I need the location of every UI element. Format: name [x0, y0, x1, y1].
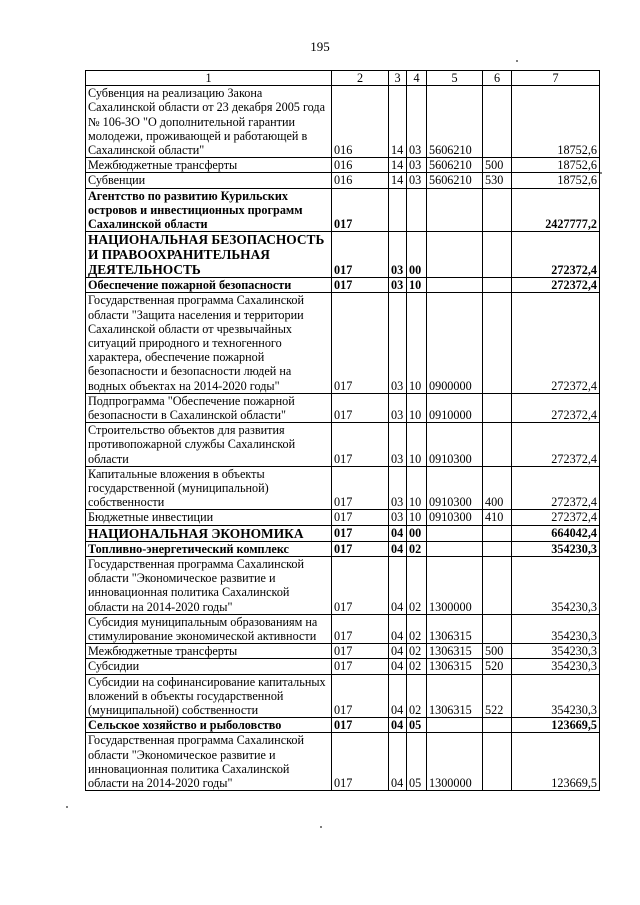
row-target-code-cell: 0910300: [427, 466, 483, 510]
row-subsection-code-cell: 10: [407, 423, 427, 467]
row-admin-code-cell: 017: [332, 614, 389, 643]
row-name-cell: Обеспечение пожарной безопасности: [86, 278, 332, 293]
row-name-cell: Межбюджетные трансферты: [86, 644, 332, 659]
row-target-code-cell: [427, 718, 483, 733]
table-row: [86, 278, 600, 293]
row-admin-code-cell: 017: [332, 733, 389, 791]
row-expense-type-cell: 500: [483, 158, 512, 173]
row-expense-type-cell: [483, 393, 512, 422]
row-subsection-code-cell: 10: [407, 510, 427, 525]
row-section-code-cell: 14: [389, 86, 407, 158]
row-target-code-cell: [427, 232, 483, 278]
row-amount-cell: 18752,6: [512, 158, 600, 173]
table-row: [86, 674, 600, 718]
row-admin-code-cell: 017: [332, 393, 389, 422]
scan-speck: [600, 172, 602, 174]
row-subsection-code-cell: 03: [407, 86, 427, 158]
row-target-code-cell: 5606210: [427, 86, 483, 158]
table-row: [86, 86, 600, 158]
row-target-code-cell: 0910000: [427, 393, 483, 422]
table-row: [86, 423, 600, 467]
table-row: [86, 718, 600, 733]
row-name-cell: Агентство по развитию Курильских островов и инвестиционных программ Сахалинской области: [86, 188, 332, 232]
row-expense-type-cell: 410: [483, 510, 512, 525]
row-expense-type-cell: [483, 525, 512, 541]
row-name-cell: Капитальные вложения в объекты государственной (муниципальной) собственности: [86, 466, 332, 510]
row-section-code-cell: 04: [389, 614, 407, 643]
row-subsection-code-cell: 02: [407, 674, 427, 718]
row-expense-type-cell: 522: [483, 674, 512, 718]
row-expense-type-cell: [483, 86, 512, 158]
table-body: [86, 71, 600, 791]
row-amount-cell: 272372,4: [512, 278, 600, 293]
row-subsection-code-cell: 02: [407, 541, 427, 556]
row-expense-type-cell: [483, 188, 512, 232]
row-subsection-code-cell: 03: [407, 158, 427, 173]
row-subsection-code-cell: 00: [407, 525, 427, 541]
row-subsection-code-cell: 10: [407, 293, 427, 393]
table-row: [86, 393, 600, 422]
row-section-code-cell: 04: [389, 644, 407, 659]
row-name-cell: Субсидии: [86, 659, 332, 674]
row-name-cell: Подпрограмма "Обеспечение пожарной безопасности в Сахалинской области": [86, 393, 332, 422]
row-section-code-cell: 04: [389, 733, 407, 791]
row-admin-code-cell: 017: [332, 293, 389, 393]
column-header-name: 1: [86, 71, 332, 86]
row-amount-cell: 354230,3: [512, 674, 600, 718]
row-admin-code-cell: 017: [332, 644, 389, 659]
budget-table: [85, 70, 600, 791]
row-amount-cell: 123669,5: [512, 733, 600, 791]
row-section-code-cell: 03: [389, 293, 407, 393]
scan-speck: [516, 60, 518, 62]
row-admin-code-cell: 017: [332, 556, 389, 614]
row-section-code-cell: 03: [389, 510, 407, 525]
table-row: [86, 541, 600, 556]
row-subsection-code-cell: 05: [407, 718, 427, 733]
row-name-cell: Субсидия муниципальным образованиям на стимулирование экономической активности: [86, 614, 332, 643]
row-amount-cell: 272372,4: [512, 232, 600, 278]
row-subsection-code-cell: [407, 188, 427, 232]
row-name-cell: Сельское хозяйство и рыболовство: [86, 718, 332, 733]
table-row: [86, 466, 600, 510]
table-row: [86, 614, 600, 643]
row-expense-type-cell: [483, 293, 512, 393]
row-subsection-code-cell: 10: [407, 466, 427, 510]
row-expense-type-cell: [483, 232, 512, 278]
row-amount-cell: 354230,3: [512, 556, 600, 614]
row-admin-code-cell: 017: [332, 188, 389, 232]
row-amount-cell: 18752,6: [512, 173, 600, 188]
row-target-code-cell: [427, 525, 483, 541]
row-subsection-code-cell: 02: [407, 644, 427, 659]
row-name-cell: Топливно-энергетический комплекс: [86, 541, 332, 556]
scan-speck: [320, 826, 322, 828]
row-name-cell: Межбюджетные трансферты: [86, 158, 332, 173]
row-section-code-cell: 14: [389, 173, 407, 188]
row-section-code-cell: 14: [389, 158, 407, 173]
table-row: [86, 158, 600, 173]
row-amount-cell: 272372,4: [512, 423, 600, 467]
row-section-code-cell: 04: [389, 718, 407, 733]
table-row: [86, 188, 600, 232]
row-amount-cell: 664042,4: [512, 525, 600, 541]
row-admin-code-cell: 017: [332, 674, 389, 718]
table-row: [86, 232, 600, 278]
row-section-code-cell: 03: [389, 466, 407, 510]
row-section-code-cell: 04: [389, 556, 407, 614]
row-name-cell: НАЦИОНАЛЬНАЯ БЕЗОПАСНОСТЬ И ПРАВООХРАНИТЕЛЬНАЯ ДЕЯТЕЛЬНОСТЬ: [86, 232, 332, 278]
row-target-code-cell: 0900000: [427, 293, 483, 393]
row-admin-code-cell: 017: [332, 525, 389, 541]
row-expense-type-cell: 520: [483, 659, 512, 674]
row-subsection-code-cell: 03: [407, 173, 427, 188]
row-amount-cell: 272372,4: [512, 293, 600, 393]
row-admin-code-cell: 017: [332, 510, 389, 525]
row-target-code-cell: [427, 188, 483, 232]
row-section-code-cell: 04: [389, 674, 407, 718]
row-amount-cell: 354230,3: [512, 644, 600, 659]
column-header-amount: 7: [512, 71, 600, 86]
column-header-target: 5: [427, 71, 483, 86]
row-amount-cell: 18752,6: [512, 86, 600, 158]
row-target-code-cell: 1306315: [427, 644, 483, 659]
row-section-code-cell: [389, 188, 407, 232]
row-admin-code-cell: 016: [332, 86, 389, 158]
row-section-code-cell: 03: [389, 278, 407, 293]
row-amount-cell: 2427777,2: [512, 188, 600, 232]
row-admin-code-cell: 016: [332, 158, 389, 173]
row-name-cell: НАЦИОНАЛЬНАЯ ЭКОНОМИКА: [86, 525, 332, 541]
row-subsection-code-cell: 02: [407, 659, 427, 674]
row-expense-type-cell: [483, 614, 512, 643]
row-name-cell: Бюджетные инвестиции: [86, 510, 332, 525]
row-expense-type-cell: [483, 278, 512, 293]
row-subsection-code-cell: 05: [407, 733, 427, 791]
row-target-code-cell: 1300000: [427, 556, 483, 614]
column-header-expense-type: 6: [483, 71, 512, 86]
row-admin-code-cell: 017: [332, 466, 389, 510]
row-expense-type-cell: 500: [483, 644, 512, 659]
table-row: [86, 659, 600, 674]
row-subsection-code-cell: 00: [407, 232, 427, 278]
table-row: [86, 556, 600, 614]
row-section-code-cell: 04: [389, 525, 407, 541]
row-admin-code-cell: 016: [332, 173, 389, 188]
row-expense-type-cell: [483, 718, 512, 733]
row-subsection-code-cell: 10: [407, 393, 427, 422]
row-target-code-cell: 0910300: [427, 510, 483, 525]
row-amount-cell: 272372,4: [512, 393, 600, 422]
row-name-cell: Государственная программа Сахалинской области "Экономическое развитие и инновационная политика Сахалинской области на 2014-2020 годы": [86, 733, 332, 791]
row-subsection-code-cell: 02: [407, 556, 427, 614]
table-row: [86, 525, 600, 541]
row-amount-cell: 123669,5: [512, 718, 600, 733]
row-target-code-cell: [427, 278, 483, 293]
row-amount-cell: 272372,4: [512, 510, 600, 525]
table-row: [86, 733, 600, 791]
row-subsection-code-cell: 02: [407, 614, 427, 643]
row-expense-type-cell: 400: [483, 466, 512, 510]
row-admin-code-cell: 017: [332, 541, 389, 556]
page-number: 195: [310, 39, 330, 54]
row-admin-code-cell: 017: [332, 423, 389, 467]
row-name-cell: Строительство объектов для развития противопожарной службы Сахалинской области: [86, 423, 332, 467]
row-admin-code-cell: 017: [332, 232, 389, 278]
row-expense-type-cell: [483, 733, 512, 791]
row-name-cell: Субвенции: [86, 173, 332, 188]
row-target-code-cell: 1306315: [427, 674, 483, 718]
table-row: [86, 510, 600, 525]
row-name-cell: Субвенция на реализацию Закона Сахалинской области от 23 декабря 2005 года № 106-ЗО "О дополнительной гарантии молодежи, проживающей и работающей в Сахалинской области": [86, 86, 332, 158]
row-section-code-cell: 03: [389, 423, 407, 467]
row-target-code-cell: [427, 541, 483, 556]
row-amount-cell: 272372,4: [512, 466, 600, 510]
row-amount-cell: 354230,3: [512, 659, 600, 674]
row-section-code-cell: 03: [389, 232, 407, 278]
row-expense-type-cell: [483, 541, 512, 556]
row-expense-type-cell: [483, 423, 512, 467]
row-admin-code-cell: 017: [332, 659, 389, 674]
row-target-code-cell: 1300000: [427, 733, 483, 791]
column-header-subsection: 4: [407, 71, 427, 86]
row-name-cell: Государственная программа Сахалинской области "Защита населения и территории Сахалинской области от чрезвычайных ситуаций природного и техногенного характера, обеспечение пожарной безопасности и безопасности людей на водных объектах на 2014-2020 годы": [86, 293, 332, 393]
row-admin-code-cell: 017: [332, 718, 389, 733]
row-admin-code-cell: 017: [332, 278, 389, 293]
row-target-code-cell: 5606210: [427, 158, 483, 173]
row-amount-cell: 354230,3: [512, 614, 600, 643]
row-section-code-cell: 03: [389, 393, 407, 422]
row-section-code-cell: 04: [389, 659, 407, 674]
row-target-code-cell: 1306315: [427, 614, 483, 643]
row-amount-cell: 354230,3: [512, 541, 600, 556]
table-row: [86, 644, 600, 659]
row-section-code-cell: 04: [389, 541, 407, 556]
table-row: [86, 173, 600, 188]
column-header-admin: 2: [332, 71, 389, 86]
row-subsection-code-cell: 10: [407, 278, 427, 293]
table-header-row: [86, 71, 600, 86]
table-row: [86, 293, 600, 393]
row-expense-type-cell: 530: [483, 173, 512, 188]
row-name-cell: Государственная программа Сахалинской области "Экономическое развитие и инновационная политика Сахалинской области на 2014-2020 годы": [86, 556, 332, 614]
row-name-cell: Субсидии на софинансирование капитальных вложений в объекты государственной (муниципальной) собственности: [86, 674, 332, 718]
row-target-code-cell: 0910300: [427, 423, 483, 467]
scan-speck: [66, 806, 68, 808]
row-expense-type-cell: [483, 556, 512, 614]
column-header-section: 3: [389, 71, 407, 86]
row-target-code-cell: 5606210: [427, 173, 483, 188]
row-target-code-cell: 1306315: [427, 659, 483, 674]
